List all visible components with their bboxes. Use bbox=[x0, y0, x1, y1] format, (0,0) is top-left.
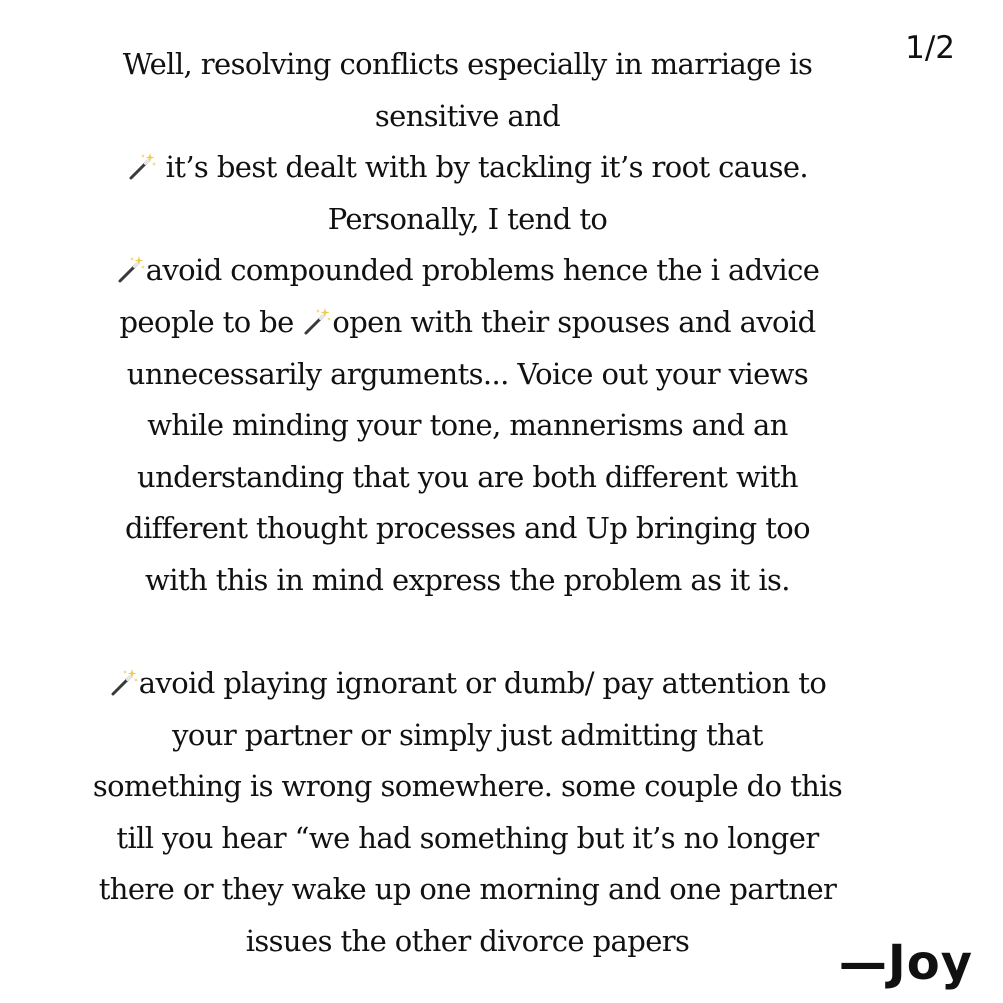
magic-wand-icon bbox=[116, 254, 146, 284]
paragraph-line: your partner or simply just admitting that bbox=[172, 717, 763, 752]
author-signature: —Joy bbox=[838, 935, 973, 991]
paragraph-line: issues the other divorce papers bbox=[245, 923, 690, 958]
paragraph-line: unnecessarily arguments... Voice out your views bbox=[126, 356, 809, 391]
paragraph-line: different thought processes and Up bringing too bbox=[125, 511, 810, 546]
page-indicator: 1/2 bbox=[905, 30, 955, 66]
magic-wand-icon bbox=[127, 151, 157, 181]
paragraph-line: with this in mind express the problem as it is. bbox=[145, 562, 790, 597]
paragraph-line: while minding your tone, mannerisms and an bbox=[147, 408, 788, 443]
magic-wand-icon bbox=[302, 306, 332, 336]
magic-wand-icon bbox=[109, 667, 139, 697]
paragraph-line-text: avoid compounded problems hence the i advice bbox=[145, 253, 820, 288]
paragraph-line bbox=[20, 142, 915, 194]
paragraph-line: something is wrong somewhere. some couple do this bbox=[92, 769, 843, 804]
paragraph-line: Personally, I tend to bbox=[327, 201, 608, 236]
paragraph-2 bbox=[20, 658, 915, 968]
paragraph-line-text: open with their spouses and avoid bbox=[332, 304, 816, 339]
paragraph-line bbox=[20, 245, 915, 297]
paragraph-line-text: people to be bbox=[119, 304, 303, 339]
paragraph-line bbox=[20, 658, 915, 710]
paragraph-line: there or they wake up one morning and one partner bbox=[98, 872, 837, 907]
paragraph-line: Well, resolving conflicts especially in marriage is bbox=[122, 47, 813, 81]
paragraph-line bbox=[20, 297, 915, 349]
paragraph-line: understanding that you are both different with bbox=[137, 459, 798, 494]
paragraph-line-text: avoid playing ignorant or dumb/ pay attention to bbox=[138, 666, 827, 700]
paragraph-1 bbox=[20, 39, 915, 607]
paragraph-line-text: it’s best dealt with by tackling it’s root cause. bbox=[156, 150, 809, 185]
paragraph-line: sensitive and bbox=[374, 98, 561, 133]
paragraph-line: till you hear “we had something but it’s no longer bbox=[116, 820, 819, 855]
